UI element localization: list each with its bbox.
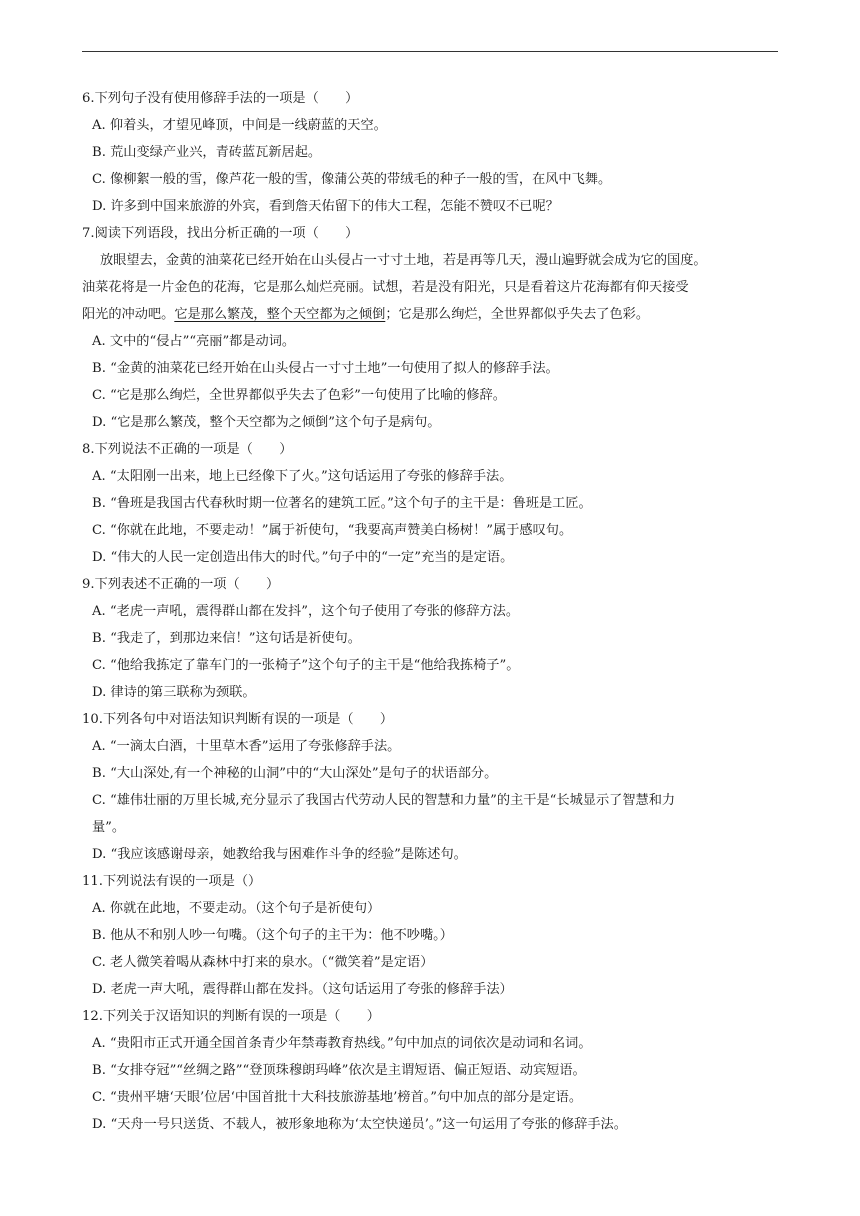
question-10-option-c-line-2: 量”。	[92, 820, 126, 835]
question-6-option-d: D. 许多到中国来旅游的外宾，看到詹天佑留下的伟大工程，怎能不赞叹不已呢？	[92, 199, 559, 214]
question-7-option-a: A. 文中的“侵占”“亮丽”都是动词。	[92, 334, 296, 349]
question-9-option-d: D. 律诗的第三联称为颈联。	[92, 685, 256, 700]
question-9-option-b: B. “我走了，到那边来信！”这句话是祈使句。	[92, 631, 361, 646]
question-10-option-d: D. “我应该感谢母亲，她教给我与困难作斗争的经验”是陈述句。	[92, 847, 467, 862]
question-7-option-d: D. “它是那么繁茂，整个天空都为之倾倒”这个句子是病句。	[92, 415, 441, 430]
question-12-option-b: B. “女排夺冠”“丝绸之路”“登顶珠穆朗玛峰”依次是主谓短语、偏正短语、动宾短语。	[92, 1063, 586, 1078]
question-9-stem: 9.下列表述不正确的一项（ ）	[82, 577, 280, 592]
question-list	[82, 85, 782, 1138]
question-12-option-c: C. “贵州平塘‘天眼’位居‘中国首批十大科技旅游基地’榜首。”句中加点的部分是定语。	[92, 1090, 583, 1105]
passage-underlined-sentence: 它是那么繁茂，整个天空都为之倾倒	[174, 307, 386, 322]
question-11-option-a: A. 你就在此地，不要走动。（这个句子是祈使句）	[92, 901, 381, 916]
question-7-option-c: C. “它是那么绚烂，全世界都似乎失去了色彩”一句使用了比喻的修辞。	[92, 388, 506, 403]
question-10-option-c-line-1: C. “雄伟壮丽的万里长城,充分显示了我国古代劳动人民的智慧和力量”的主干是“长城显示了智慧和力	[92, 793, 676, 808]
question-8-option-d: D. “伟大的人民一定创造出伟大的时代。”句子中的“一定”充当的是定语。	[92, 550, 514, 565]
question-11-option-b: B. 他从不和别人吵一句嘴。（这个句子的主干为：他不吵嘴。）	[92, 928, 453, 943]
passage-line-3	[82, 301, 782, 328]
question-10-option-b: B. “大山深处,有一个神秘的山洞”中的“大山深处”是句子的状语部分。	[92, 766, 498, 781]
passage-line-3-end: ；它是那么绚烂，全世界都似乎失去了色彩。	[385, 307, 650, 322]
question-10-stem: 10.下列各句中对语法知识判断有误的一项是（ ）	[82, 712, 394, 727]
question-12-option-d: D. “天舟一号只送货、不载人，被形象地称为‘太空快递员’。”这一句运用了夸张的修辞手法。	[92, 1117, 627, 1132]
question-8-option-c: C. “你就在此地，不要走动！”属于祈使句，“我要高声赞美白杨树！”属于感叹句。	[92, 523, 573, 538]
question-8-option-b: B. “鲁班是我国古代春秋时期一位著名的建筑工匠。”这个句子的主干是：鲁班是工匠。	[92, 496, 592, 511]
question-7-passage	[82, 247, 782, 328]
question-10-option-a: A. “一滴太白酒，十里草木香”运用了夸张修辞手法。	[92, 739, 401, 754]
question-6-stem: 6.下列句子没有使用修辞手法的一项是（ ）	[82, 91, 359, 106]
question-12-stem: 12.下列关于汉语知识的判断有误的一项是（ ）	[82, 1009, 380, 1024]
question-8-stem: 8.下列说法不正确的一项是（ ）	[82, 442, 293, 457]
question-6-option-b: B. 荒山变绿产业兴，青砖蓝瓦新居起。	[92, 145, 322, 160]
passage-line-2: 油菜花将是一片金色的花海，它是那么灿烂亮丽。试想，若是没有阳光，只是看着这片花海都有仰天接受	[82, 280, 689, 295]
header-rule	[82, 51, 778, 52]
passage-line-3-start: 阳光的冲动吧。	[82, 307, 175, 322]
question-8-option-a: A. “太阳刚一出来，地上已经像下了火。”这句话运用了夸张的修辞手法。	[92, 469, 513, 484]
question-9-option-a: A. “老虎一声吼，震得群山都在发抖”，这个句子使用了夸张的修辞方法。	[92, 604, 520, 619]
question-7-option-b: B. “金黄的油菜花已经开始在山头侵占一寸寸土地”一句使用了拟人的修辞手法。	[92, 361, 559, 376]
question-6-option-c: C. 像柳絮一般的雪，像芦花一般的雪，像蒲公英的带绒毛的种子一般的雪，在风中飞舞。	[92, 172, 612, 187]
question-7-stem: 7.阅读下列语段，找出分析正确的一项（ ）	[82, 226, 359, 241]
question-11-stem: 11.下列说法有误的一项是（）	[82, 874, 262, 889]
question-6-option-a: A. 仰着头，才望见峰顶，中间是一线蔚蓝的天空。	[92, 118, 387, 133]
question-11-option-d: D. 老虎一声大吼，震得群山都在发抖。（这句话运用了夸张的修辞手法）	[92, 982, 513, 997]
question-12-option-a: A. “贵阳市正式开通全国首条青少年禁毒教育热线。”句中加点的词依次是动词和名词。	[92, 1036, 592, 1051]
question-9-option-c: C. “他给我拣定了靠车门的一张椅子”这个句子的主干是“他给我拣椅子”。	[92, 658, 520, 673]
question-11-option-c: C. 老人微笑着喝从森林中打来的泉水。（“微笑着”是定语）	[92, 955, 434, 970]
passage-line-1: 放眼望去，金黄的油菜花已经开始在山头侵占一寸寸土地，若是再等几天，漫山遍野就会成为它的国度。	[100, 253, 707, 268]
